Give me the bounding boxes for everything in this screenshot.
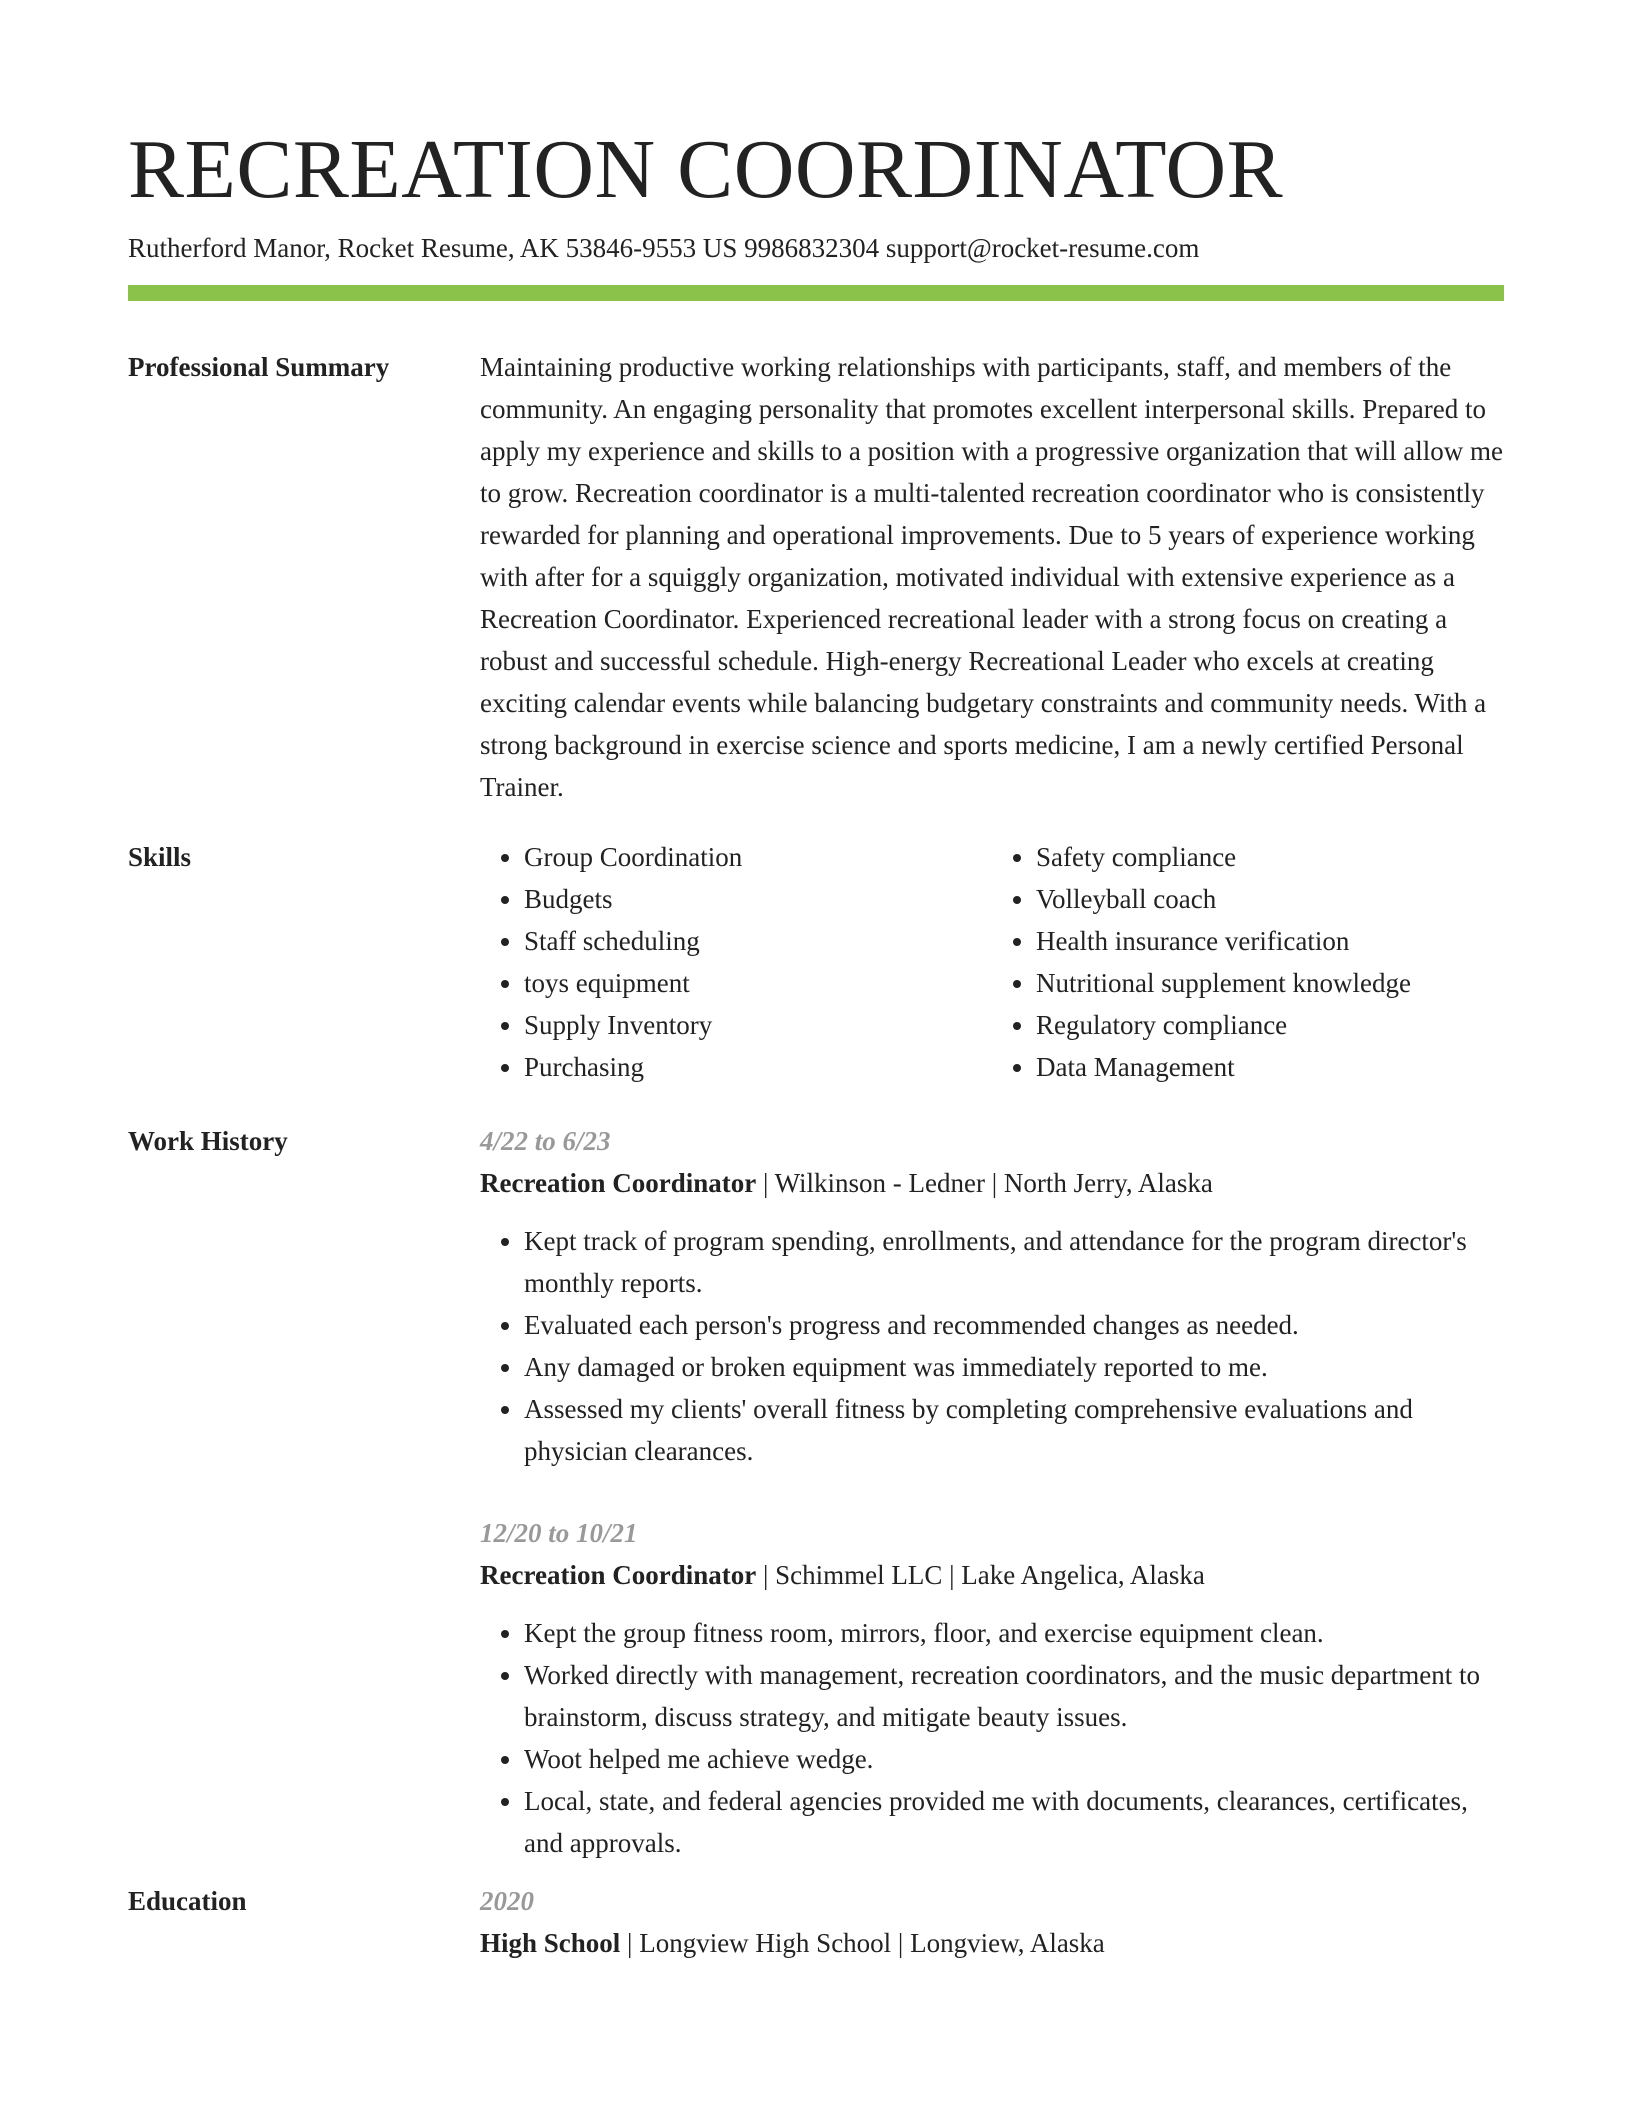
job-bullet: • Worked directly with management, recreation coordinators, and the music department to brainstorm, discuss strategy, and mitigate beauty issues.: [524, 1654, 1504, 1738]
skill-item: • Supply Inventory: [524, 1004, 992, 1046]
summary-body: [480, 346, 1504, 808]
job-entry: [480, 1512, 1504, 1864]
section-title-education: Education: [128, 1886, 247, 1916]
education-body: [480, 1880, 1504, 1964]
job-title: Recreation Coordinator: [480, 1168, 757, 1198]
skill-item: • Data Management: [1036, 1046, 1504, 1088]
job-bullets: [480, 1220, 1504, 1472]
job-bullet: • Assessed my clients' overall fitness by completing comprehensive evaluations and physician clearances.: [524, 1388, 1504, 1472]
skill-item: • Purchasing: [524, 1046, 992, 1088]
skills-body: [480, 836, 1504, 1088]
job-bullet: • Evaluated each person's progress and recommended changes as needed.: [524, 1304, 1504, 1346]
skill-item: • Nutritional supplement knowledge: [1036, 962, 1504, 1004]
skill-item: • Health insurance verification: [1036, 920, 1504, 962]
skill-item: • Group Coordination: [524, 836, 992, 878]
skills-columns: [480, 836, 1504, 1088]
job-bullet: • Kept track of program spending, enrollments, and attendance for the program director's monthly reports.: [524, 1220, 1504, 1304]
section-title-summary: Professional Summary: [128, 352, 390, 382]
header-divider: [128, 285, 1504, 301]
job-title: Recreation Coordinator: [480, 1560, 757, 1590]
job-details: | Wilkinson - Ledner | North Jerry, Alaska: [756, 1168, 1213, 1198]
work-history-body: [480, 1120, 1504, 1904]
skill-item: • toys equipment: [524, 962, 992, 1004]
skill-item: • Budgets: [524, 878, 992, 920]
job-dates: 12/20 to 10/21: [480, 1518, 638, 1548]
job-entry: [480, 1120, 1504, 1472]
job-bullet: • Any damaged or broken equipment was immediately reported to me.: [524, 1346, 1504, 1388]
job-heading: [480, 1162, 1504, 1204]
skills-list-right: [992, 836, 1504, 1088]
job-bullet: • Kept the group fitness room, mirrors, floor, and exercise equipment clean.: [524, 1612, 1504, 1654]
section-title-work-history: Work History: [128, 1126, 288, 1156]
contact-info: Rutherford Manor, Rocket Resume, AK 53846-9553 US 9986832304 support@rocket-resume.com: [128, 233, 1200, 263]
job-bullet: • Woot helped me achieve wedge.: [524, 1738, 1504, 1780]
job-details: | Schimmel LLC | Lake Angelica, Alaska: [756, 1560, 1205, 1590]
skills-list-left: [480, 836, 992, 1088]
skill-item: • Staff scheduling: [524, 920, 992, 962]
education-degree: High School: [480, 1928, 621, 1958]
education-details: | Longview High School | Longview, Alaska: [620, 1928, 1105, 1958]
education-heading: [480, 1922, 1504, 1964]
job-heading: [480, 1554, 1504, 1596]
job-dates: 4/22 to 6/23: [480, 1126, 611, 1156]
resume-title: RECREATION COORDINATOR: [128, 123, 1284, 216]
job-bullets: [480, 1612, 1504, 1864]
summary-text: Maintaining productive working relationships with participants, staff, and members of the community. An engaging personality that promotes excellent interpersonal skills. Prepared to apply my experience and skills to a position with a progressive organization that will allow me to grow. Recreation coordinator is a multi-talented recreation coordinator who is consistently rewarded for planning and operational improvements. Due to 5 years of experience working with after for a squiggly organization, motivated individual with extensive experience as a Recreation Coordinator. Experienced recreational leader with a strong focus on creating a robust and successful schedule. High-energy Recreational Leader who excels at creating exciting calendar events while balancing budgetary constraints and community needs. With a strong background in exercise science and sports medicine, I am a newly certified Personal Trainer.: [480, 352, 1504, 802]
skill-item: • Volleyball coach: [1036, 878, 1504, 920]
section-title-skills: Skills: [128, 842, 192, 872]
job-bullet: • Local, state, and federal agencies provided me with documents, clearances, certificates, and approvals.: [524, 1780, 1504, 1864]
skill-item: • Safety compliance: [1036, 836, 1504, 878]
education-year: 2020: [480, 1886, 534, 1916]
skill-item: • Regulatory compliance: [1036, 1004, 1504, 1046]
